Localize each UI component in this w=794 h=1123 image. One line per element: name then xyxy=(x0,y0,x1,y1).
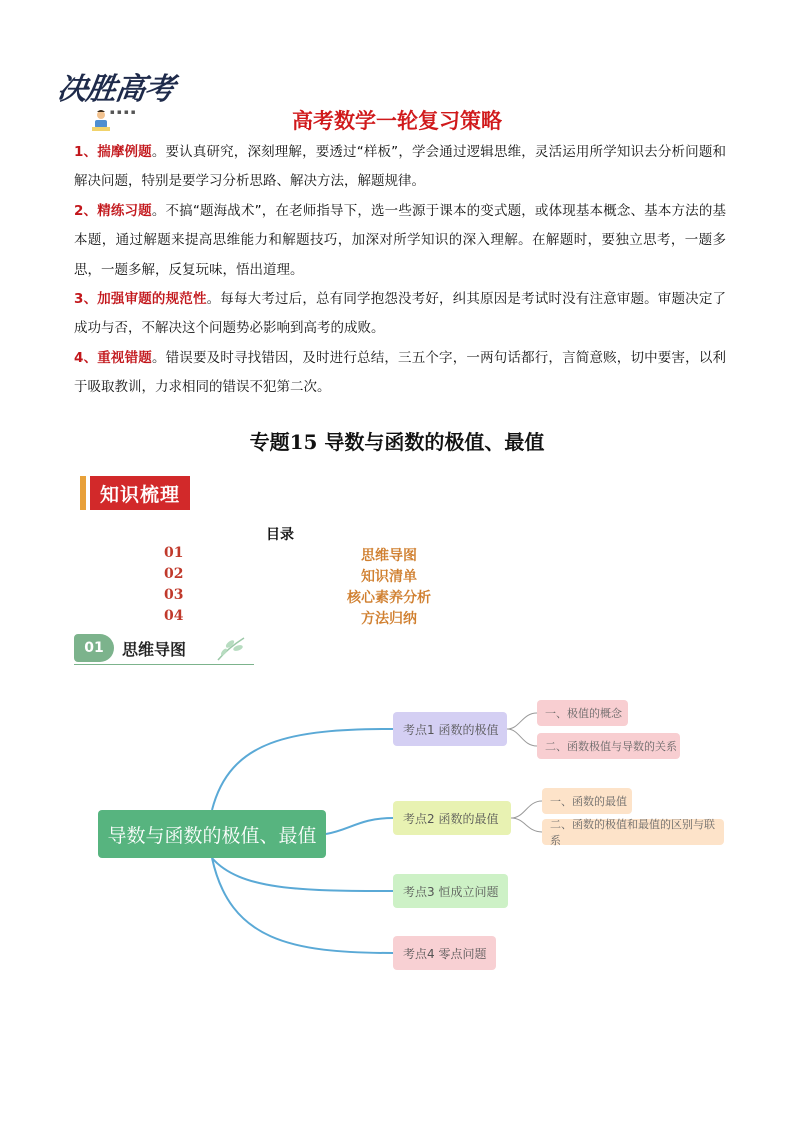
mindmap-root-node: 导数与函数的极值、最值 xyxy=(98,810,326,858)
connector-root-k2 xyxy=(326,818,393,834)
logo-text: 决胜高考 xyxy=(55,72,176,107)
mindmap-subnode: 一、极值的概念 xyxy=(537,700,628,726)
toc-item[interactable] xyxy=(164,566,464,586)
tip-body: 。错误要及时寻找错因，及时进行总结，三五个字，一两句话都行，言简意赅，切中要害，以利于吸取教训，力求相同的错误不犯第二次。 xyxy=(74,349,726,396)
leaf-decoration-icon xyxy=(214,634,248,662)
tip-body: 。要认真研究，深刻理解，要透过“样板”，学会通过逻辑思维，灵活运用所学知识去分析问题和解决问题，特别是要学习分析思路、解决方法，解题规律。 xyxy=(74,144,726,190)
mindmap-diagram xyxy=(0,680,794,1000)
toc-heading: 目录 xyxy=(266,527,294,543)
toc-item-name: 核心素养分析 xyxy=(347,590,431,606)
connector-k1-s11 xyxy=(507,713,537,729)
page-title: 高考数学一轮复习策略 xyxy=(292,109,502,133)
toc-item-number: 04 xyxy=(164,608,184,624)
toc-item-name: 思维导图 xyxy=(361,548,417,564)
topic-title: 专题15 导数与函数的极值、最值 xyxy=(249,430,545,454)
tip-heading: 3、加强审题的规范性 xyxy=(74,291,207,308)
tip-heading: 2、精练习题 xyxy=(74,202,152,219)
mindmap-subnode: 一、函数的最值 xyxy=(542,788,632,814)
toc-item[interactable] xyxy=(164,545,464,565)
connector-k2-s22 xyxy=(511,818,542,832)
tip-paragraph xyxy=(74,138,726,197)
tip-paragraph xyxy=(74,285,726,344)
study-tips xyxy=(74,138,726,403)
mindmap-section-title: 思维导图 xyxy=(122,640,187,659)
connector-k1-s12 xyxy=(507,729,537,746)
toc-item-name: 知识清单 xyxy=(361,569,417,585)
tip-heading: 4、重视错题 xyxy=(74,349,152,366)
tip-body: 。不搞“题海战术”，在老师指导下，选一些源于课本的变式题，或体现基本概念、基本方法的基本题，通过解题来提高思维能力和解题技巧，加深对所学知识的深入理解。在解题时，要独立思考，一题多思，一题多解，反复玩味，悟出道理。 xyxy=(74,202,726,278)
toc-item-number: 01 xyxy=(164,545,184,561)
mindmap-header-underline xyxy=(74,664,254,665)
toc-item-name: 方法归纳 xyxy=(361,611,417,627)
tip-body: 。每每大考过后，总有同学抱怨没考好，纠其原因是考试时没有注意审题。审题决定了成功与否，不解决这个问题势必影响到高考的成败。 xyxy=(74,291,726,337)
mindmap-node-point2: 考点2 函数的最值 xyxy=(393,801,511,835)
mindmap-section-header xyxy=(74,632,254,666)
mindmap-section-number: 01 xyxy=(74,634,114,662)
mindmap-node-point1: 考点1 函数的极值 xyxy=(393,712,507,746)
toc-item[interactable] xyxy=(164,608,464,628)
section-tag-label: 知识梳理 xyxy=(90,476,190,510)
tip-paragraph xyxy=(74,197,726,285)
section-tag-bar xyxy=(80,476,86,510)
logo-subtext: ▪ ▪ ▪ ▪ xyxy=(110,108,136,116)
connector-root-k4 xyxy=(212,858,393,953)
section-tag xyxy=(80,476,190,510)
connector-root-k1 xyxy=(212,729,393,810)
tip-paragraph xyxy=(74,344,726,403)
connector-root-k3 xyxy=(212,858,393,891)
toc-item-number: 02 xyxy=(164,566,184,582)
toc-item[interactable] xyxy=(164,587,464,607)
mindmap-node-point4: 考点4 零点问题 xyxy=(393,936,496,970)
connector-k2-s21 xyxy=(511,801,542,818)
tip-heading: 1、揣摩例题 xyxy=(74,144,152,160)
mindmap-subnode: 二、函数极值与导数的关系 xyxy=(537,733,680,759)
toc-item-number: 03 xyxy=(164,587,184,603)
mindmap-node-point3: 考点3 恒成立问题 xyxy=(393,874,508,908)
mindmap-subnode: 二、函数的极值和最值的区别与联系 xyxy=(542,819,724,845)
